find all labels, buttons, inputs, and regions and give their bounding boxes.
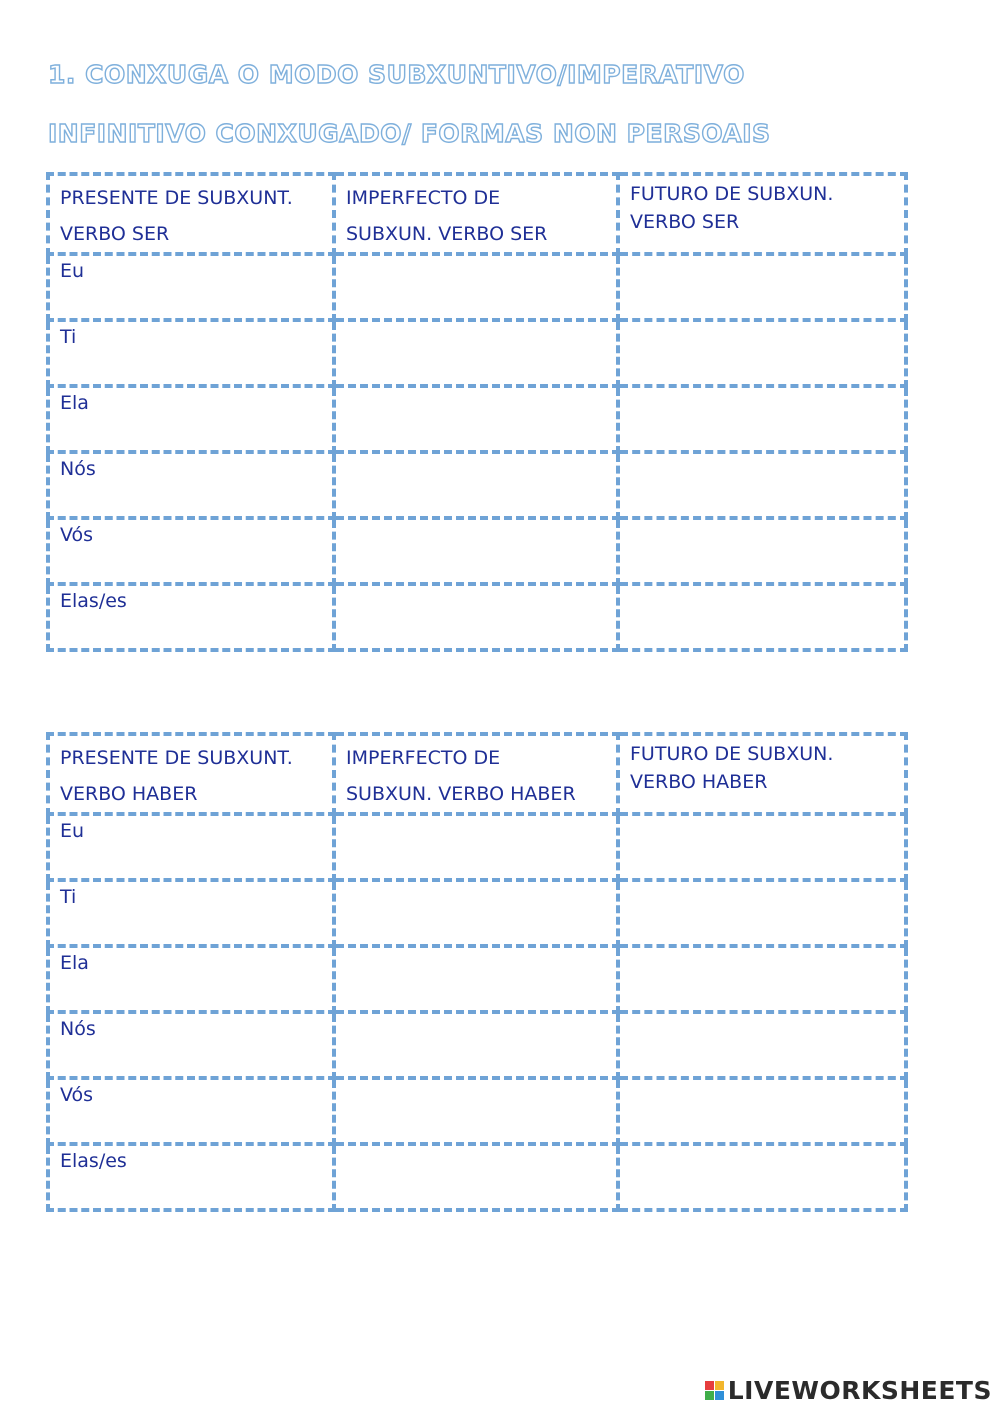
answer-cell[interactable] [334, 584, 618, 650]
answer-cell[interactable] [618, 320, 906, 386]
header-line: FUTURO DE SUBXUN. [630, 183, 834, 205]
answer-cell[interactable] [334, 946, 618, 1012]
pronoun-cell: Nós [48, 1012, 334, 1078]
pronoun-cell: Ela [48, 386, 334, 452]
answer-cell[interactable] [618, 452, 906, 518]
liveworksheets-logo [705, 1376, 992, 1405]
table-verb-ser [46, 172, 908, 652]
header-present-subjunctive [48, 734, 334, 814]
pronoun-cell: Eu [48, 814, 334, 880]
logo-square [715, 1391, 724, 1400]
table-row [48, 1078, 906, 1144]
table-header-row [48, 734, 906, 814]
answer-cell[interactable] [334, 1144, 618, 1210]
answer-cell[interactable] [618, 814, 906, 880]
header-future-subjunctive [618, 734, 906, 814]
header-line: FUTURO DE SUBXUN. [630, 743, 834, 765]
header-line: VERBO SER [630, 211, 740, 233]
answer-cell[interactable] [334, 518, 618, 584]
header-line: PRESENTE DE SUBXUNT. [60, 187, 293, 209]
header-line: VERBO HABER [630, 771, 768, 793]
pronoun-cell: Elas/es [48, 1144, 334, 1210]
answer-cell[interactable] [334, 254, 618, 320]
pronoun-cell: Ela [48, 946, 334, 1012]
logo-text: LIVEWORKSHEETS [727, 1376, 992, 1405]
answer-cell[interactable] [618, 254, 906, 320]
header-present-subjunctive [48, 174, 334, 254]
header-imperfect-subjunctive [334, 734, 618, 814]
answer-cell[interactable] [334, 880, 618, 946]
logo-square [705, 1391, 714, 1400]
table-row [48, 1012, 906, 1078]
logo-square [705, 1381, 714, 1390]
pronoun-cell: Vós [48, 518, 334, 584]
table-row [48, 814, 906, 880]
pronoun-cell: Ti [48, 880, 334, 946]
answer-cell[interactable] [618, 386, 906, 452]
table-row [48, 946, 906, 1012]
heading-conjugate-subjunctive: 1. CONXUGA O MODO SUBXUNTIVO/IMPERATIVO [48, 60, 745, 89]
liveworksheets-logo-icon [705, 1381, 724, 1400]
heading-infinitive-forms: INFINITIVO CONXUGADO/ FORMAS NON PERSOAIS [48, 119, 771, 148]
header-imperfect-subjunctive [334, 174, 618, 254]
table-header-row [48, 174, 906, 254]
table-row [48, 880, 906, 946]
table-row [48, 320, 906, 386]
answer-cell[interactable] [334, 1078, 618, 1144]
answer-cell[interactable] [334, 320, 618, 386]
answer-cell[interactable] [618, 880, 906, 946]
logo-square [715, 1381, 724, 1390]
header-line: SUBXUN. VERBO HABER [346, 783, 576, 805]
table-row [48, 584, 906, 650]
header-line: VERBO SER [60, 223, 170, 245]
table-row [48, 386, 906, 452]
table-row [48, 452, 906, 518]
answer-cell[interactable] [334, 452, 618, 518]
answer-cell[interactable] [618, 1078, 906, 1144]
pronoun-cell: Nós [48, 452, 334, 518]
header-line: SUBXUN. VERBO SER [346, 223, 548, 245]
answer-cell[interactable] [618, 584, 906, 650]
table-verb-haber [46, 732, 908, 1212]
header-line: PRESENTE DE SUBXUNT. [60, 747, 293, 769]
table-row [48, 518, 906, 584]
table-row [48, 254, 906, 320]
answer-cell[interactable] [334, 386, 618, 452]
header-line: IMPERFECTO DE [346, 187, 501, 209]
answer-cell[interactable] [618, 1144, 906, 1210]
header-future-subjunctive [618, 174, 906, 254]
header-line: IMPERFECTO DE [346, 747, 501, 769]
pronoun-cell: Eu [48, 254, 334, 320]
table-row [48, 1144, 906, 1210]
answer-cell[interactable] [618, 1012, 906, 1078]
answer-cell[interactable] [618, 946, 906, 1012]
header-line: VERBO HABER [60, 783, 198, 805]
pronoun-cell: Elas/es [48, 584, 334, 650]
answer-cell[interactable] [334, 814, 618, 880]
answer-cell[interactable] [618, 518, 906, 584]
pronoun-cell: Vós [48, 1078, 334, 1144]
answer-cell[interactable] [334, 1012, 618, 1078]
pronoun-cell: Ti [48, 320, 334, 386]
